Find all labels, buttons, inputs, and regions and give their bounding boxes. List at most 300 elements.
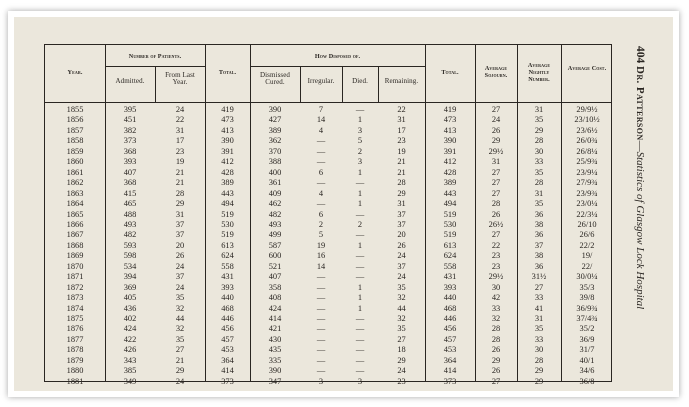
cell-nightly: 33 (534, 157, 544, 167)
cell-sojourn: 33 (491, 303, 501, 313)
cell-died: 1 (357, 115, 363, 125)
cell-admitted: 593 (123, 240, 137, 250)
cell-total: 428 (221, 167, 234, 177)
cell-cured: 424 (268, 303, 282, 313)
cell-sojourn: 27 (491, 376, 501, 386)
cell-nightly: 38 (534, 251, 544, 261)
cell-total2: 494 (443, 199, 457, 209)
cell-year: 1880 (66, 366, 84, 376)
cell-admitted: 436 (123, 303, 137, 313)
cell-year: 1879 (66, 355, 84, 365)
header-total: Total. (218, 69, 237, 76)
cell-admitted: 422 (123, 334, 137, 344)
cell-sojourn: 26 (491, 209, 501, 219)
cell-admitted: 402 (123, 314, 137, 323)
cell-from-last: 28 (175, 188, 185, 198)
cell-year: 1863 (66, 188, 84, 198)
cell-year: 1870 (66, 261, 84, 271)
cell-died: 3 (357, 157, 363, 167)
cell-total: 443 (221, 188, 234, 198)
cell-irregular: — (316, 334, 326, 344)
cell-total2: 440 (443, 293, 457, 303)
cell-nightly: 28 (534, 136, 544, 146)
header-remaining: Remaining. (384, 77, 419, 85)
cell-cost: 26/8¼ (576, 146, 598, 156)
cell-nightly: 30 (534, 146, 544, 156)
cell-year: 1867 (66, 230, 84, 240)
cell-admitted: 405 (123, 293, 137, 303)
cell-cost: 40/1 (579, 355, 595, 365)
cell-nightly: 33 (534, 293, 544, 303)
dash-separator: — (634, 140, 646, 152)
cell-from-last: 17 (175, 136, 185, 146)
cell-total2: 453 (443, 345, 457, 355)
page-number: 404 (634, 46, 646, 64)
cell-cost: 23/9¼ (576, 167, 598, 177)
cell-remaining: 23 (397, 376, 406, 386)
cell-cured: 430 (268, 334, 282, 344)
cell-remaining: 29 (397, 188, 406, 198)
cell-year: 1878 (66, 345, 84, 355)
cell-from-last: 22 (175, 115, 185, 125)
cell-total2: 389 (443, 178, 457, 188)
cell-from-last: 37 (175, 219, 185, 229)
cell-from-last: 24 (175, 282, 185, 292)
cell-total: 558 (221, 261, 234, 271)
header-from-last-year: From Last Year. (165, 71, 195, 86)
cell-cured: 587 (268, 240, 282, 250)
cell-died: — (355, 366, 365, 376)
statistics-table (44, 44, 612, 386)
cell-total: 453 (221, 345, 234, 355)
cell-died: — (355, 251, 365, 261)
cell-sojourn: 28 (491, 324, 501, 334)
cell-sojourn: 30 (491, 282, 501, 292)
cell-nightly: 28 (534, 355, 544, 365)
cell-cured: 400 (268, 167, 282, 177)
cell-cost: 36/8 (579, 376, 595, 386)
cell-sojourn: 27 (491, 188, 501, 198)
cell-nightly: 35 (534, 199, 544, 209)
cell-cost: 22/ (581, 261, 593, 271)
cell-cured: 493 (268, 219, 282, 229)
cell-total: 519 (221, 230, 234, 240)
cell-admitted: 394 (123, 272, 137, 282)
cell-irregular: 4 (318, 188, 324, 198)
cell-remaining: 31 (397, 199, 406, 209)
cell-died: — (355, 261, 365, 271)
cell-nightly: 28 (534, 178, 544, 188)
cell-year: 1866 (66, 219, 84, 229)
cell-cost: 36/9 (579, 334, 595, 344)
cell-total: 431 (221, 272, 234, 282)
cell-irregular: — (316, 345, 326, 355)
cell-year: 1869 (66, 251, 84, 261)
cell-from-last: 21 (175, 355, 185, 365)
cell-cured: 335 (268, 355, 282, 365)
cell-total: 494 (221, 199, 234, 209)
cell-died: 1 (357, 199, 363, 209)
cell-year: 1868 (66, 240, 84, 250)
cell-nightly: 36 (534, 230, 544, 240)
cell-died: 2 (357, 219, 363, 229)
cell-irregular: — (316, 293, 326, 303)
cell-cost: 35/3 (579, 282, 595, 292)
cell-nightly: 29 (534, 125, 544, 135)
cell-cured: 362 (268, 136, 282, 146)
cell-cured: 409 (268, 188, 282, 198)
cell-total2: 473 (443, 115, 457, 125)
cell-year: 1860 (66, 157, 84, 167)
cell-year: 1864 (66, 199, 84, 209)
cell-died: 1 (357, 282, 363, 292)
cell-cured: 389 (268, 125, 282, 135)
cell-irregular: — (316, 282, 326, 292)
cell-admitted: 426 (123, 345, 137, 355)
cell-cured: 414 (268, 314, 282, 323)
cell-sojourn: 23 (491, 261, 501, 271)
cell-cost: 23/0¼ (576, 199, 598, 209)
cell-admitted: 373 (123, 136, 137, 146)
cell-died: 2 (357, 146, 363, 156)
cell-cost: 23/9¾ (576, 188, 598, 198)
cell-died: — (355, 334, 365, 344)
cell-remaining: 18 (397, 345, 406, 355)
cell-cost: 25/9¾ (576, 157, 598, 167)
cell-year: 1858 (66, 136, 84, 146)
cell-irregular: 6 (318, 209, 324, 219)
cell-remaining: 19 (397, 146, 406, 156)
cell-cured: 435 (268, 345, 282, 355)
author-name: Dr. Patterson (634, 66, 646, 141)
cell-remaining: 44 (397, 303, 406, 313)
cell-died: 5 (357, 136, 363, 146)
cell-from-last: 37 (175, 230, 185, 240)
cell-remaining: 24 (397, 272, 406, 282)
cell-irregular: 14 (316, 115, 326, 125)
cell-cured: 499 (268, 230, 282, 240)
cell-sojourn: 26 (491, 125, 501, 135)
cell-died: — (355, 105, 365, 114)
cell-remaining: 32 (397, 314, 406, 323)
header-irregular: Irregular. (307, 77, 335, 85)
cell-remaining: 32 (397, 293, 406, 303)
cell-cost: 27/9¾ (576, 178, 598, 188)
cell-year: 1873 (66, 293, 84, 303)
cell-irregular: 19 (316, 240, 326, 250)
cell-died: 1 (357, 240, 363, 250)
cell-total2: 624 (443, 251, 457, 261)
cell-total2: 428 (443, 167, 457, 177)
cell-nightly: 36 (534, 209, 544, 219)
cell-year: 1857 (66, 125, 84, 135)
cell-cured: 388 (268, 157, 282, 167)
cell-sojourn: 29 (491, 136, 501, 146)
cell-cured: 462 (268, 199, 282, 209)
cell-irregular: 14 (316, 261, 326, 271)
cell-from-last: 31 (175, 125, 185, 135)
cell-irregular: 16 (316, 251, 326, 261)
cell-sojourn: 28 (491, 334, 501, 344)
cell-irregular: — (316, 157, 326, 167)
cell-total2: 468 (443, 303, 457, 313)
cell-total2: 519 (443, 209, 457, 219)
cell-nightly: 35 (534, 115, 544, 125)
cell-from-last: 29 (175, 366, 185, 376)
header-died: Died. (352, 77, 368, 85)
cell-total2: 519 (443, 230, 457, 240)
cell-nightly: 31 (534, 105, 544, 114)
cell-died: 3 (357, 376, 363, 386)
cell-cost: 37/4¾ (576, 314, 598, 323)
cell-irregular: 4 (318, 125, 324, 135)
cell-died: 1 (357, 303, 363, 313)
cell-cost: 31/7 (579, 345, 595, 355)
cell-remaining: 28 (397, 178, 406, 188)
cell-total2: 393 (443, 282, 457, 292)
header-average-nightly-number: Average Nightly Number. (527, 62, 551, 83)
cell-from-last: 24 (175, 105, 185, 114)
cell-cost: 22/2 (579, 240, 595, 250)
cell-nightly: 33 (534, 334, 544, 344)
cell-total: 473 (221, 115, 234, 125)
cell-cured: 408 (268, 293, 282, 303)
cell-admitted: 385 (123, 366, 137, 376)
cell-irregular: — (316, 146, 326, 156)
cell-nightly: 31 (534, 188, 544, 198)
cell-total: 393 (221, 282, 234, 292)
cell-sojourn: 22 (491, 240, 501, 250)
cell-nightly: 41 (534, 303, 544, 313)
cell-year: 1881 (66, 376, 84, 386)
cell-cured: 347 (268, 376, 282, 386)
cell-admitted: 395 (123, 105, 137, 114)
cell-admitted: 368 (123, 178, 137, 188)
cell-total: 414 (221, 366, 234, 376)
cell-irregular: — (316, 199, 326, 209)
cell-from-last: 24 (175, 261, 185, 271)
cell-total2: 530 (443, 219, 457, 229)
cell-remaining: 31 (397, 115, 406, 125)
cell-total: 390 (221, 136, 234, 146)
cell-remaining: 37 (397, 261, 406, 271)
running-title: Statistics of Glasgow Lock Hospital (634, 151, 646, 310)
cell-total: 440 (221, 293, 234, 303)
cell-irregular: 6 (318, 167, 324, 177)
cell-from-last: 27 (175, 345, 185, 355)
cell-total2: 446 (443, 314, 457, 323)
cell-died: — (355, 345, 365, 355)
cell-cost: 34/6 (579, 366, 595, 376)
cell-from-last: 35 (175, 293, 185, 303)
cell-admitted: 493 (123, 219, 137, 229)
cell-total2: 558 (443, 261, 457, 271)
cell-sojourn: 27 (491, 230, 501, 240)
cell-cured: 427 (268, 115, 282, 125)
cell-remaining: 24 (397, 251, 406, 261)
cell-year: 1872 (66, 282, 84, 292)
cell-irregular: — (316, 366, 326, 376)
cell-admitted: 382 (123, 125, 137, 135)
cell-remaining: 35 (397, 282, 406, 292)
cell-cost: 26/6 (579, 230, 595, 240)
cell-nightly: 38 (534, 219, 544, 229)
cell-remaining: 26 (397, 240, 406, 250)
cell-sojourn: 26½ (488, 219, 504, 229)
cell-remaining: 35 (397, 324, 406, 334)
cell-irregular: — (316, 314, 326, 323)
cell-total2: 456 (443, 324, 457, 334)
cell-remaining: 23 (397, 136, 406, 146)
cell-from-last: 44 (175, 314, 185, 323)
cell-year: 1855 (66, 105, 84, 114)
cell-died: — (355, 314, 365, 323)
cell-cost: 23/6½ (576, 125, 598, 135)
cell-nightly: 29 (534, 366, 544, 376)
cell-year: 1877 (66, 334, 84, 344)
cell-died: 1 (357, 167, 363, 177)
cell-died: — (355, 209, 365, 219)
cell-died: 3 (357, 125, 363, 135)
cell-remaining: 29 (397, 355, 406, 365)
cell-from-last: 37 (175, 272, 185, 282)
cell-total2: 364 (443, 355, 457, 365)
cell-total: 419 (221, 105, 234, 114)
cell-cost: 22/3¼ (576, 209, 598, 219)
cell-irregular: — (316, 136, 326, 146)
cell-from-last: 19 (175, 157, 185, 167)
cell-year: 1871 (66, 272, 84, 282)
cell-nightly: 37 (534, 240, 544, 250)
cell-irregular: — (316, 355, 326, 365)
cell-remaining: 27 (397, 334, 406, 344)
cell-remaining: 22 (397, 105, 406, 114)
cell-total2: 390 (443, 136, 457, 146)
cell-sojourn: 28 (491, 199, 501, 209)
cell-total: 391 (221, 146, 234, 156)
cell-irregular: — (316, 178, 326, 188)
cell-nightly: 35 (534, 167, 544, 177)
cell-sojourn: 29½ (488, 272, 504, 282)
cell-total: 613 (221, 240, 234, 250)
cell-total: 364 (221, 355, 234, 365)
cell-irregular: 7 (318, 105, 324, 114)
cell-total2: 391 (443, 146, 457, 156)
cell-from-last: 20 (175, 240, 185, 250)
cell-cost: 23/10½ (574, 115, 600, 125)
header-year: Year. (67, 69, 83, 76)
cell-from-last: 26 (175, 251, 185, 261)
cell-sojourn: 27 (491, 105, 501, 114)
cell-irregular: — (316, 272, 326, 282)
cell-year: 1859 (66, 146, 84, 156)
cell-died: — (355, 355, 365, 365)
cell-total2: 443 (443, 188, 457, 198)
cell-total: 389 (221, 178, 234, 188)
cell-sojourn: 29½ (488, 146, 504, 156)
cell-from-last: 29 (175, 199, 185, 209)
cell-total: 456 (221, 324, 234, 334)
cell-admitted: 368 (123, 146, 137, 156)
cell-from-last: 21 (175, 167, 185, 177)
running-head (614, 46, 654, 376)
cell-total2: 414 (443, 366, 457, 376)
cell-cost: 26/0¾ (576, 136, 598, 146)
cell-nightly: 36 (534, 261, 544, 271)
header-number-of-patients: Number of Patients. (128, 53, 182, 60)
cell-died: 1 (357, 188, 363, 198)
cell-total2: 457 (443, 334, 457, 344)
cell-nightly: 30 (534, 345, 544, 355)
header-dismissed-cured: Dismissed Cured. (259, 71, 291, 86)
cell-total: 468 (221, 303, 234, 313)
cell-died: — (355, 272, 365, 282)
cell-cost: 36/9¾ (576, 303, 598, 313)
cell-cost: 39/8 (579, 293, 595, 303)
cell-admitted: 488 (123, 209, 137, 219)
cell-admitted: 349 (123, 376, 137, 386)
cell-total: 373 (221, 376, 234, 386)
cell-sojourn: 23 (491, 251, 501, 261)
cell-total2: 613 (443, 240, 457, 250)
cell-cured: 370 (268, 146, 282, 156)
cell-sojourn: 27 (491, 178, 501, 188)
cell-total2: 419 (443, 105, 457, 114)
cell-cured: 390 (268, 105, 282, 114)
cell-from-last: 24 (175, 376, 185, 386)
cell-remaining: 37 (397, 219, 406, 229)
cell-sojourn: 29 (491, 355, 501, 365)
cell-sojourn: 26 (491, 366, 501, 376)
cell-total2: 431 (443, 272, 457, 282)
cell-nightly: 29 (534, 376, 544, 386)
cell-admitted: 343 (123, 355, 137, 365)
cell-nightly: 31 (534, 314, 544, 323)
cell-irregular: 2 (318, 219, 324, 229)
header-how-disposed-of: How Disposed of. (314, 53, 361, 60)
cell-total2: 373 (443, 376, 457, 386)
cell-cured: 407 (268, 272, 282, 282)
cell-sojourn: 42 (491, 293, 501, 303)
cell-remaining: 21 (397, 157, 406, 167)
cell-admitted: 415 (123, 188, 137, 198)
cell-cured: 361 (268, 178, 282, 188)
cell-admitted: 534 (123, 261, 137, 271)
cell-total: 412 (221, 157, 234, 167)
cell-irregular: 3 (318, 376, 324, 386)
cell-year: 1856 (66, 115, 84, 125)
cell-cured: 358 (268, 282, 282, 292)
cell-year: 1865 (66, 209, 84, 219)
cell-irregular: 5 (318, 230, 324, 240)
header-admitted: Admitted. (115, 77, 145, 85)
cell-admitted: 451 (123, 115, 137, 125)
cell-cost: 35/2 (579, 324, 595, 334)
cell-cured: 482 (268, 209, 282, 219)
cell-total: 624 (221, 251, 234, 261)
header-average-cost: Average Cost. (567, 65, 607, 72)
cell-year: 1874 (66, 303, 84, 313)
cell-year: 1876 (66, 324, 84, 334)
cell-total: 457 (221, 334, 234, 344)
cell-irregular: — (316, 324, 326, 334)
cell-admitted: 369 (123, 282, 137, 292)
cell-cured: 421 (268, 324, 282, 334)
cell-total: 530 (221, 219, 234, 229)
cell-total: 519 (221, 209, 234, 219)
cell-admitted: 393 (123, 157, 137, 167)
cell-total: 413 (221, 125, 234, 135)
